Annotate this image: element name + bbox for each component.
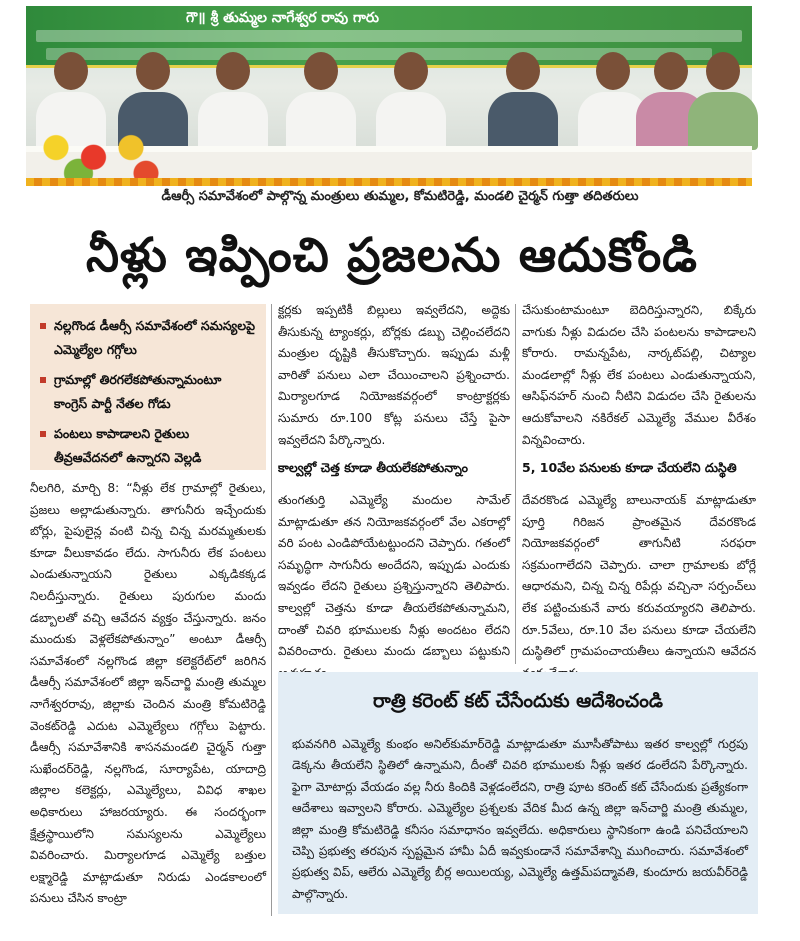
highlight-item: నల్లగొండ డీఆర్సీ సమావేశంలో సమస్యలపై ఎమ్మెల్యేల గగ్గోలు <box>40 314 258 362</box>
subheading-canals: కాల్వల్లో చెత్త కూడా తీయలేకపోతున్నాం <box>278 460 468 475</box>
sidebar-story-box <box>278 672 758 914</box>
headline: నీళ్లు ఇప్పించి ప్రజలను ఆదుకోండి <box>86 228 698 283</box>
highlights-box <box>30 304 266 470</box>
person-figure <box>488 52 558 150</box>
box-headline: రాత్రి కరెంట్ కట్ చేసేందుకు ఆదేశించండి <box>373 690 663 712</box>
highlight-item: పంటలు కాపాడాలని రైతులు తీవ్రఆవేదనలో ఉన్నారని వెల్లడి <box>40 422 258 470</box>
flower-bouquet <box>26 122 176 186</box>
article-column-3-bottom: దేవరకొండ ఎమ్మెల్యే బాలునాయక్ మాట్లాడుతూ పూర్తి గిరిజన ప్రాంతమైన దేవరకొండ నియోజకవర్గంలో తాగునీటి సరఫరా సక్రమంగాలేదని చెప్పారు. చాలా గ్రామాలకు బోర్లే ఆధారమని, చిన్న చిన్న రిపేర్లు వచ్చినా సర్పంచ్‌లు లేక పట్టించుకునే వారు కరువయ్యారని తెలిపారు. రూ.5వేలు, రూ.10 వేల పనులు కూడా చేయలేని దుస్థితిలో గ్రామపంచాయతీలు ఉన్నాయని ఆవేదన <box>522 493 756 659</box>
article-column-3-top: చేసుకుంటామంటూ బెదిరిస్తున్నారని, బిక్కేరు వాగుకు నీళ్లు విడుదల చేసి పంటలను కాపాడాలని కోరారు. రామన్నపేట, నార్కట్‌పల్లి, చిట్యాల మండలాల్లో నీళ్లు లేక పంటలు ఎండుతున్నాయని, ఆసిఫ్‌నహర్ నుంచి నీటిని విడుదల చేసి రైతులను ఆదుకోవాలని నకిరేకల్ ఎమ్మెల్యే వేముల వీరేశం విన్నవించారు. <box>522 303 756 447</box>
marigold-garland <box>26 178 752 186</box>
person-figure <box>198 52 268 150</box>
column-divider <box>271 304 272 916</box>
person-figure <box>376 52 446 150</box>
photo-caption: డీఆర్సీ సమావేశంలో పాల్గొన్న మంత్రులు తుమ్మల, కోమటిరెడ్డి, మండలి చైర్మన్ గుత్తా తదితరులు <box>161 189 639 204</box>
banner-title: గౌ॥ శ్రీ తుమ్మల నాగేశ్వర రావు గారు <box>186 10 379 26</box>
box-body: భువనగిరి ఎమ్మెల్యే కుంభం అనిల్‌కుమార్‌రెడ్డి మాట్లాడుతూ మూసీతోపాటు ఇతర కాల్వల్లో గుర్రపు డెక్కను తీయలేని స్థితిలో ఉన్నామని, దీంతో చివరి భూములకు నీళ్లు ఇతర డంలేదని పేర్కొన్నారు. ఫైగా మోటార్లు వేయడం వల్ల నీరు కిందికి వెళ్లడంలేదని, రాత్రి పూట కరెంట్ కట్ చేసేందుకు ప్రత్యేకంగా ఆదేశాలు ఇవ్వాలని కోరారు. ఎమ్మెల్యేల ప్రశ్నలకు వేదిక మీద ఉన్న జిల్లా ఇన్‌చార్జి మంత్రి తుమ్మల, జిల్లా మంత్రి కోమటిరెడ్డి కనీసం సమాధానం ఇవ్వలేదు. అధికారులు స్థానికంగా ఉండి పనిచేయాలని చెప్పి ప్రభుత్వ తరపున స్పష్టమైన హామీ ఏదీ ఇవ్వకుండానే సమావేశాన్ని ముగించారు. సమావేశంలో ప్రభుత్వ విప్, ఆలేరు ఎమ్మెల్యే బీర్ల అయిలయ్య, ఎమ్మెల్యే ఉత్తమ్‌పద్మావతి, కుందూరు జయవీర్‌రెడ్డి పాల్గొన్నారు. <box>292 737 748 901</box>
bullet-icon <box>40 377 46 383</box>
bullet-icon <box>40 431 46 437</box>
article-column-2-bottom: తుంగతుర్తి ఎమ్మెల్యే మందుల సామేల్ మాట్లాడుతూ తన నియోజకవర్గంలో వేల ఎకరాల్లో వరి పంట ఎండిపోయేటట్టుందని చెప్పారు. గతంలో సమృద్ధిగా సాగునీరు అందేదని, ఇప్పుడు ఎందుకు ఇవ్వడం లేదని రైతులు ప్రశ్నిస్తున్నారని తెలిపారు. కాల్వల్లో చెత్తను కూడా తీయలేకపోతున్నామని, దాంతో చివరి భూములకు నీళ్లు అందటం లేదని వివరించారు. రైతులు మందు డబ్బాలు పట్టుకుని <box>278 493 510 659</box>
column-divider <box>515 304 516 664</box>
subheading-works: 5, 10వేల పనులకు కూడా చేయలేని దుస్థితి <box>522 460 737 475</box>
article-column-2-top: క్టర్లకు ఇప్పటికీ బిల్లులు ఇవ్వలేదని, అద్దెకు తీసుకున్న ట్యాంకర్లు, బోర్లకు డబ్బు చెల్లించలేదని మంత్రుల దృష్టికి తీసుకొచ్చారు. ఇప్పుడు మళ్లీ వారితో పనులు ఎలా చేయించాలని ప్రశ్నించారు. మిర్యాలగూడ నియోజకవర్గంలో కాంట్రాక్టర్లకు సుమారు రూ.100 కోట్ల పనులు చేస్తే పైసా ఇవ్వలేదని పేర్కొన్నారు. <box>278 303 510 447</box>
person-figure <box>688 52 758 150</box>
article-column-1: నీలగిరి, మార్చి 8: “నీళ్లు లేక గ్రామాల్లో రైతులు, ప్రజలు అల్లాడుతున్నారు. తాగునీరు ఇచ్చేందుకు బోర్లు, పైపులైన్ల వంటి చిన్న చిన్న మరమ్మతులకు కూడా వీలుకావడం లేదు. సాగునీరు లేక పంటలు ఎండుతున్నాయని రైతులు ఎక్కడికక్కడ నిలదీస్తున్నారు. రైతులు పురుగుల మందు డబ్బాలతో వచ్చి ఆవేదన వ్యక్తం చేస్తున్నారు. జనం ముందుకు వెళ్లలేకపోతున్నాం” అంటూ డీఆర్సీ సమావేశంలో నల్లగొండ జిల్లా కలెక్టరేట్‌లో జరిగిన డీఆర్సీ సమావేశంలో జిల్లా ఇన్‌చార్జి మంత్రి తుమ్మల నాగేశ్వరరావు, జిల్లాకు చెందిన మంత్రి కోమటిరెడ్డి వెంకట్‌రెడ్డి ఎదుట ఎమ్మెల్యేలు గగ్గోలు పెట్టారు. డీఆర్సీ సమావేశానికి శాసనమండలి చైర్మన్ గుత్తా సుఖేందర్‌రెడ్డి, నల్లగొండ, సూర్యాపేట, యాదాద్రి జిల్లాల కలెక్టర్లు, ఎమ్మెల్యేలు, వివిధ శాఖల అధికారులు హాజరయ్యారు. ఈ సందర్భంగా క్షేత్రస్థాయిలోని సమస్యలను ఎమ్మెల్యేలు వివరించారు. మిర్యాలగూడ ఎమ్మెల్యే బత్తుల లక్ష్మారెడ్డి మాట్లాడుతూ నిరుడు ఎండకాలంలో పనులు చేసిన కాంట్రా <box>30 481 266 906</box>
news-photo <box>26 6 752 186</box>
highlight-item: గ్రామాల్లో తిరగలేకపోతున్నామంటూ కాంగ్రెస్ పార్టీ నేతల గోడు <box>40 368 258 416</box>
person-figure <box>286 52 356 150</box>
banner-line <box>36 30 742 42</box>
bullet-icon <box>40 323 46 329</box>
